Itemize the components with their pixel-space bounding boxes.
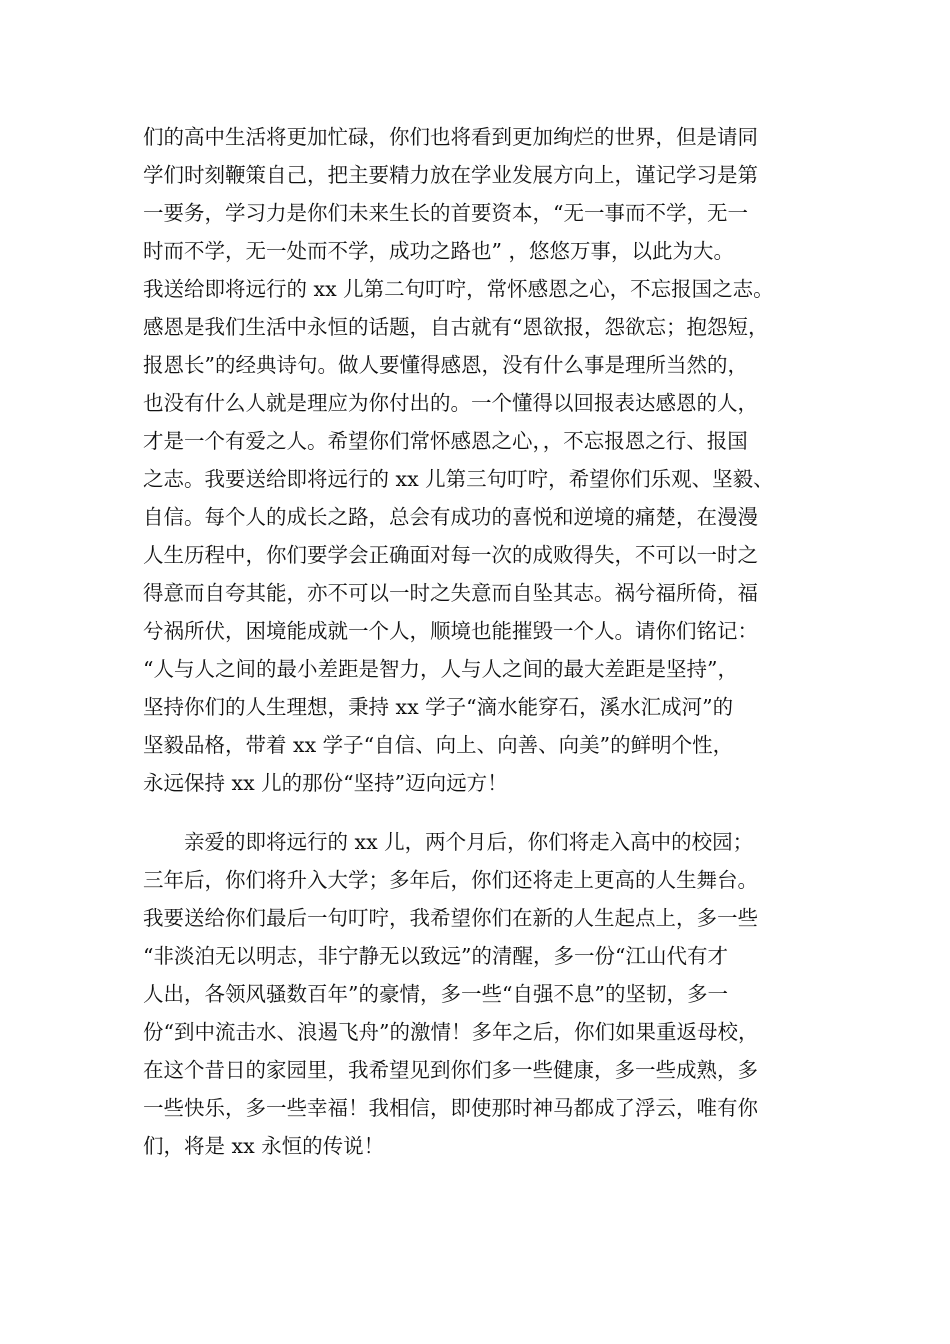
text-line: 坚毅品格，带着 xx 学子“自信、向上、向善、向美”的鲜明个性， — [143, 733, 734, 757]
text-line: 感恩是我们生活中永恒的话题，自古就有“恩欲报，怨欲忘；抱怨短， — [143, 315, 769, 339]
text-line: 报恩长”的经典诗句。做人要懂得感恩，没有什么事是理所当然的， — [143, 353, 748, 377]
text-line: 自信。每个人的成长之路，总会有成功的喜悦和逆境的痛楚，在漫漫 — [143, 505, 758, 529]
text-line: “非淡泊无以明志，非宁静无以致远”的清醒，多一份“江山代有才 — [143, 944, 728, 968]
text-line: 们的高中生活将更加忙碌，你们也将看到更加绚烂的世界，但是请同 — [143, 125, 758, 149]
text-line: 时而不学，无一处而不学，成功之路也” ，悠悠万事，以此为大。 — [143, 239, 734, 263]
text-line: 一些快乐，多一些幸福！我相信，即使那时神马都成了浮云，唯有你 — [143, 1096, 758, 1120]
text-line: 永远保持 xx 儿的那份“坚持”迈向远方！ — [143, 771, 508, 795]
text-line: 们，将是 xx 永恒的传说！ — [143, 1134, 385, 1158]
text-line: 也没有什么人就是理应为你付出的。一个懂得以回报表达感恩的人， — [143, 391, 758, 415]
text-line: 亲爱的即将远行的 xx 儿，两个月后，你们将走入高中的校园； — [184, 830, 754, 854]
text-line: 得意而自夸其能，亦不可以一时之失意而自坠其志。祸兮福所倚，福 — [143, 581, 758, 605]
text-line: 我要送给你们最后一句叮咛，我希望你们在新的人生起点上，多一些 — [143, 906, 758, 930]
paragraph-2 — [143, 823, 823, 1165]
text-line: 一要务，学习力是你们未来生长的首要资本，“无一事而不学，无一 — [143, 201, 748, 225]
text-line: 才是一个有爱之人。希望你们常怀感恩之心，，不忘报恩之行、报国 — [143, 429, 748, 453]
text-line: 坚持你们的人生理想，秉持 xx 学子“滴水能穿石，溪水汇成河”的 — [143, 695, 734, 719]
text-line: “人与人之间的最小差距是智力，人与人之间的最大差距是坚持”， — [143, 657, 738, 681]
text-line: 在这个昔日的家园里，我希望见到你们多一些健康，多一些成熟，多 — [143, 1058, 758, 1082]
paragraph-1 — [143, 118, 823, 802]
text-line: 之志。我要送给即将远行的 xx 儿第三句叮咛，希望你们乐观、坚毅、 — [143, 467, 774, 491]
text-line: 三年后，你们将升入大学；多年后，你们还将走上更高的人生舞台。 — [143, 868, 758, 892]
text-line: 兮祸所伏，困境能成就一个人，顺境也能摧毁一个人。请你们铭记： — [143, 619, 758, 643]
text-line: 人出，各领风骚数百年”的豪情，多一些“自强不息”的坚韧，多一 — [143, 982, 728, 1006]
text-line: 份“到中流击水、浪遏飞舟”的激情！多年之后，你们如果重返母校， — [143, 1020, 759, 1044]
text-line: 学们时刻鞭策自己，把主要精力放在学业发展方向上，谨记学习是第 — [143, 163, 758, 187]
text-line: 人生历程中，你们要学会正确面对每一次的成败得失，不可以一时之 — [143, 543, 758, 567]
text-line: 我送给即将远行的 xx 儿第二句叮咛，常怀感恩之心，不忘报国之志。 — [143, 277, 774, 301]
